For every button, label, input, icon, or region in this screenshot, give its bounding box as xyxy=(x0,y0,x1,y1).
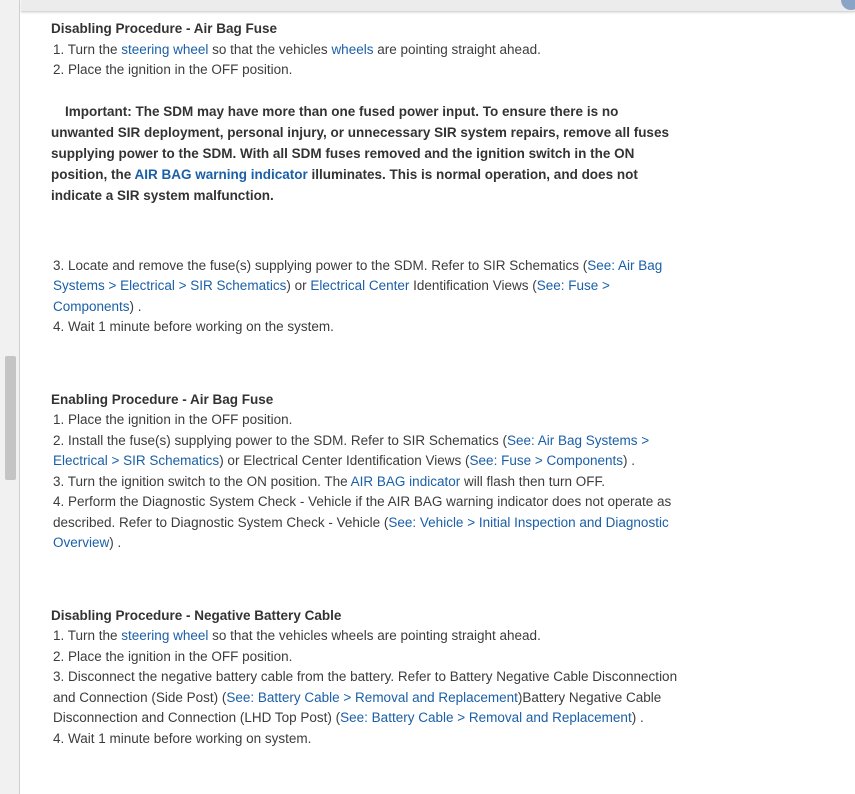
step-text: 4. Perform the Diagnostic System Check - Vehicle if the AIR BAG warning indicator does not operate as described. Refer to Diagnostic System Check - Vehicle ( xyxy=(53,494,672,530)
step-text: 1. Turn the xyxy=(53,628,122,643)
airbag-warning-indicator-link[interactable]: AIR BAG warning indicator xyxy=(134,166,308,182)
step-text: 2. Install the fuse(s) supplying power to the SDM. Refer to SIR Schematics ( xyxy=(53,432,507,448)
top-toolbar-edge xyxy=(21,0,855,12)
step-text: )Battery Negative Cable Disconnection and Connection (LHD Top Post) ( xyxy=(53,689,662,725)
important-note xyxy=(51,101,681,206)
step-2: 2. Place the ignition in the OFF position. xyxy=(53,62,293,77)
section-heading-disable-airbag-fuse: Disabling Procedure - Air Bag Fuse xyxy=(51,21,278,36)
steering-wheel-link[interactable]: steering wheel xyxy=(121,41,209,57)
step-text: are pointing straight ahead. xyxy=(373,41,541,57)
step-1 xyxy=(53,626,681,647)
step-1: 1. Place the ignition in the OFF position. xyxy=(53,412,293,427)
step-text: ) . xyxy=(129,298,142,314)
sir-schematics-link[interactable]: See: Air Bag Systems > Electrical > SIR Schematics xyxy=(53,432,650,468)
scrollbar-thumb[interactable] xyxy=(5,356,16,480)
left-scrollbar-track[interactable] xyxy=(0,0,20,794)
step-4 xyxy=(53,492,681,554)
document-content xyxy=(51,19,681,749)
step-1 xyxy=(53,40,681,61)
step-4: 4. Wait 1 minute before working on system. xyxy=(53,730,312,746)
step-3 xyxy=(53,667,681,729)
step-text: Identification Views ( xyxy=(409,278,537,293)
step-text: so that the vehicles xyxy=(208,41,332,57)
step-text: 1. Turn the xyxy=(53,41,122,57)
electrical-center-link[interactable]: Electrical Center xyxy=(310,278,410,293)
step-text: ) or xyxy=(286,278,311,293)
airbag-indicator-link[interactable]: AIR BAG indicator xyxy=(350,473,461,489)
important-text: Important: The SDM may have more than one fused power input. To ensure there is no unwanted SIR deployment, personal injury, or unnecessary SIR system repairs, remove all fuses supplying power to the SDM. With all SDM fuses removed and the ignition switch in the ON position, the xyxy=(51,103,669,182)
step-2: 2. Place the ignition in the OFF position. xyxy=(53,648,293,664)
step-text: 3. Locate and remove the fuse(s) supplying power to the SDM. Refer to SIR Schematics ( xyxy=(53,257,588,273)
fuse-components-link[interactable]: See: Fuse > Components xyxy=(53,278,610,314)
corner-button-icon[interactable] xyxy=(841,0,855,10)
fuse-components-link[interactable]: See: Fuse > Components xyxy=(469,453,624,468)
step-text: so that the vehicles wheels are pointing straight ahead. xyxy=(208,628,541,643)
step-text: ) or Electrical Center Identification Views ( xyxy=(219,453,470,468)
step-3 xyxy=(53,472,681,493)
step-text: 3. Turn the ignition switch to the ON position. The xyxy=(53,473,351,489)
steering-wheel-link[interactable]: steering wheel xyxy=(121,628,209,643)
step-text: will flash then turn OFF. xyxy=(460,473,606,489)
step-2 xyxy=(53,431,681,472)
section-heading-enable-airbag-fuse: Enabling Procedure - Air Bag Fuse xyxy=(51,391,274,407)
battery-cable-link[interactable]: See: Battery Cable > Removal and Replacement xyxy=(340,710,632,725)
important-text: illuminates. This is normal operation, and does not indicate a SIR system malfunction. xyxy=(51,166,638,203)
initial-inspection-link[interactable]: See: Vehicle > Initial Inspection and Diagnostic Overview xyxy=(53,514,669,550)
step-4: 4. Wait 1 minute before working on the system. xyxy=(53,319,334,334)
battery-cable-link[interactable]: See: Battery Cable > Removal and Replacement xyxy=(226,689,518,705)
wheels-link[interactable]: wheels xyxy=(331,41,374,57)
sir-schematics-link[interactable]: See: Air Bag Systems > Electrical > SIR Schematics xyxy=(53,257,663,293)
step-text: 3. Disconnect the negative battery cable from the battery. Refer to Battery Negative Cable Disconnection and Connection (Side Post) ( xyxy=(53,669,678,705)
step-3 xyxy=(53,256,681,318)
section-heading-disable-battery-cable: Disabling Procedure - Negative Battery Cable xyxy=(51,607,342,623)
step-text: ) . xyxy=(631,710,644,725)
step-text: ) . xyxy=(109,535,122,550)
step-text: ) . xyxy=(623,453,636,468)
